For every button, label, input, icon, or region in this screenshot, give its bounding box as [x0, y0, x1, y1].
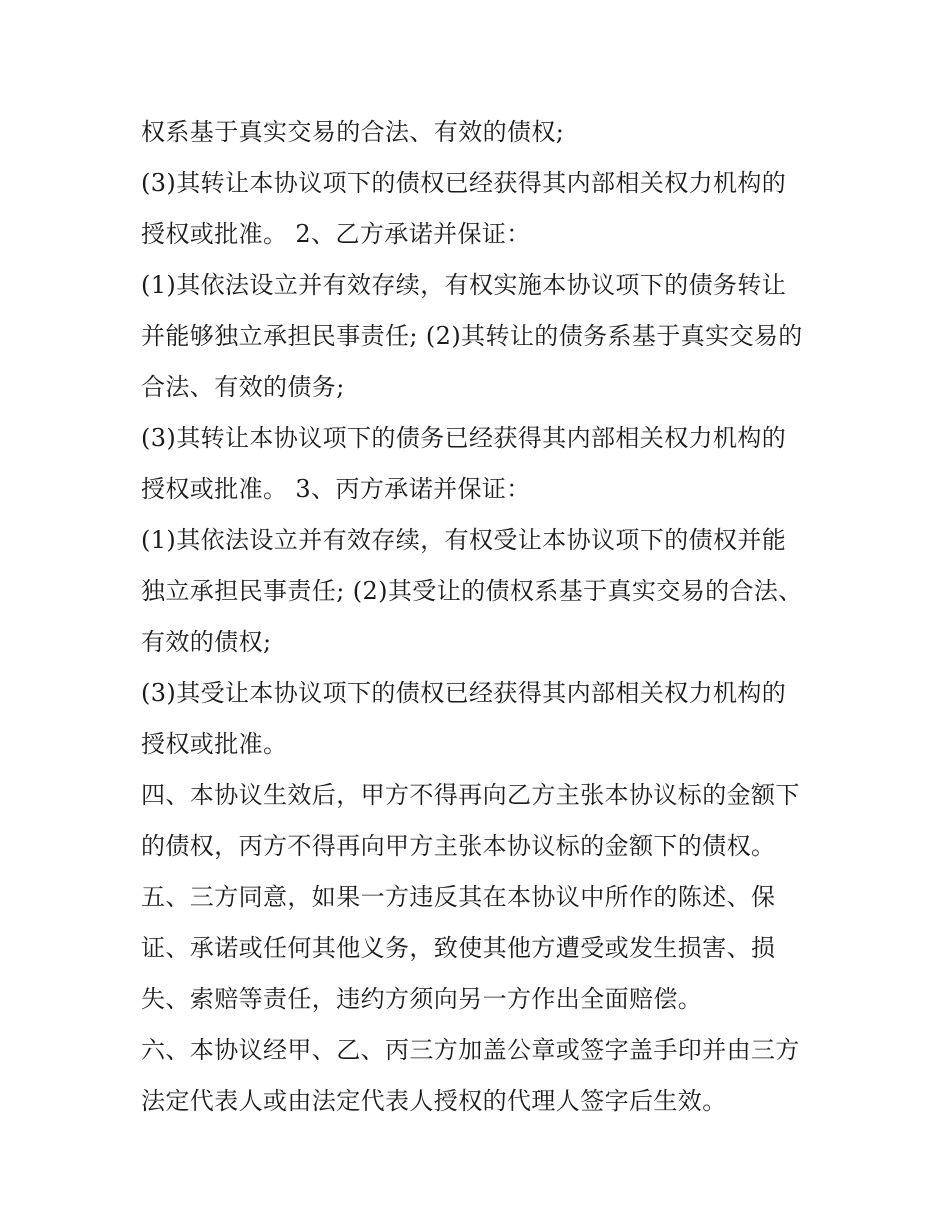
text-line: 并能够独立承担民事责任; (2)其转让的债务系基于真实交易的 [141, 322, 803, 350]
text-line: 有效的债权; [141, 628, 272, 656]
text-line: 权系基于真实交易的合法、有效的债权; [141, 118, 565, 146]
text-line: (3)其转让本协议项下的债务已经获得其内部相关权力机构的 [141, 424, 787, 452]
text-line: 授权或批准。 3、丙方承诺并保证： [141, 475, 531, 503]
text-line: 六、本协议经甲、乙、丙三方加盖公章或签字盖手印并由三方 [141, 1036, 800, 1064]
text-line: 授权或批准。 2、乙方承诺并保证： [141, 220, 531, 248]
text-line: 的债权，丙方不得再向甲方主张本协议标的金额下的债权。 [141, 832, 776, 860]
text-line: 合法、有效的债务; [141, 373, 345, 401]
text-line: (1)其依法设立并有效存续，有权受让本协议项下的债权并能 [141, 526, 787, 554]
text-line: 失、索赔等责任，违约方须向另一方作出全面赔偿。 [141, 985, 703, 1013]
text-line: 证、承诺或任何其他义务，致使其他方遭受或发生损害、损 [141, 934, 776, 962]
text-line: (3)其转让本协议项下的债权已经获得其内部相关权力机构的 [141, 169, 787, 197]
document-body [141, 110, 831, 1130]
text-line: 法定代表人或由法定代表人授权的代理人签字后生效。 [141, 1087, 727, 1115]
text-line: 授权或批准。 [141, 730, 288, 758]
text-line: 五、三方同意，如果一方违反其在本协议中所作的陈述、保 [141, 883, 776, 911]
text-line: (1)其依法设立并有效存续，有权实施本协议项下的债务转让 [141, 271, 787, 299]
text-line: 四、本协议生效后，甲方不得再向乙方主张本协议标的金额下 [141, 781, 800, 809]
text-line: (3)其受让本协议项下的债权已经获得其内部相关权力机构的 [141, 679, 787, 707]
text-line: 独立承担民事责任; (2)其受让的债权系基于真实交易的合法、 [141, 577, 803, 605]
